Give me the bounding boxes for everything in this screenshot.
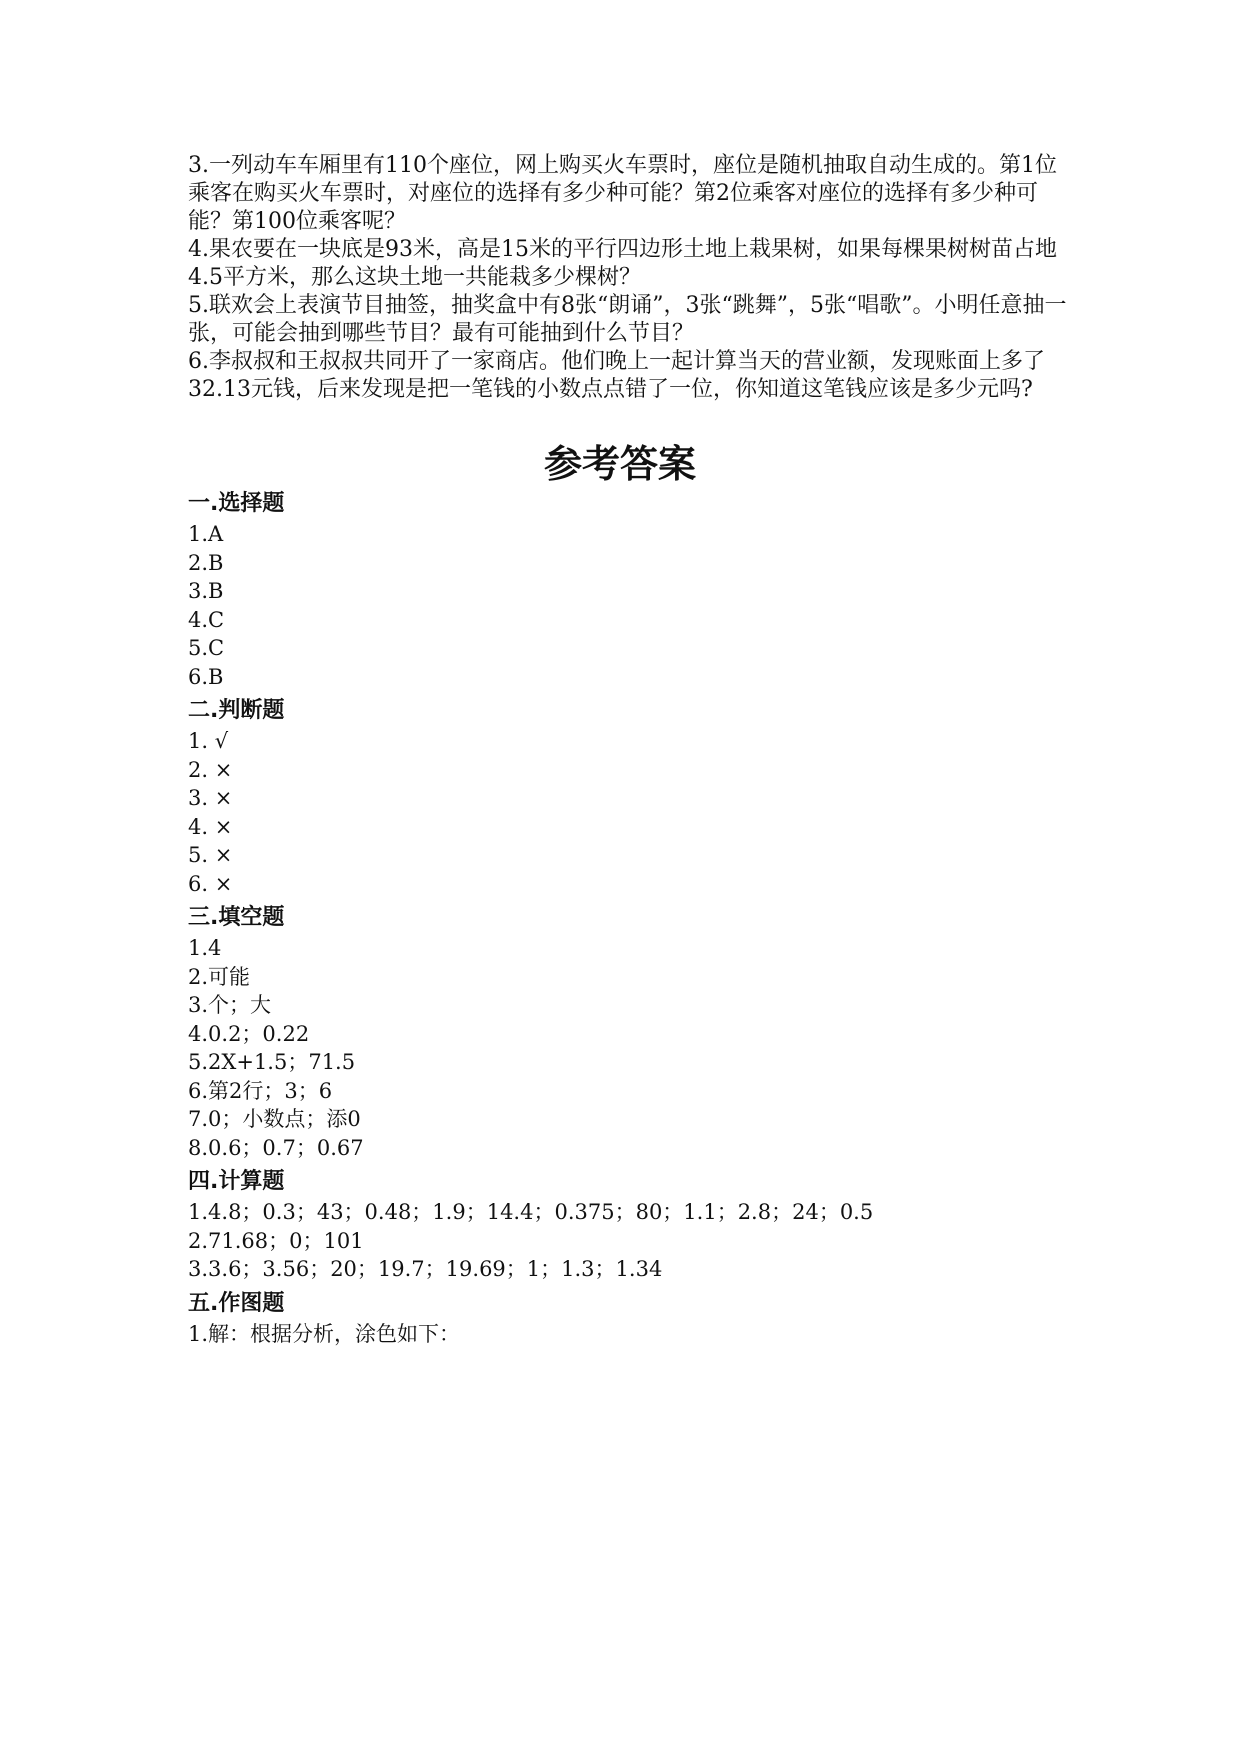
section-title: 二.判断题 xyxy=(188,698,285,723)
question-6: 6.李叔叔和王叔叔共同开了一家商店。他们晚上一起计算当天的营业额，发现账面上多了32.13元钱，后来发现是把一笔钱的小数点点错了一位，你知道这笔钱应该是多少元吗? xyxy=(188,349,1045,402)
section-drawing xyxy=(188,1290,1088,1349)
answer-item: 6.B xyxy=(188,664,224,689)
answer-item: 6.第2行；3；6 xyxy=(188,1078,333,1103)
question-3: 3.一列动车车厢里有110个座位，网上购买火车票时，座位是随机抽取自动生成的。第1位乘客在购买火车票时，对座位的选择有多少种可能？第2位乘客对座位的选择有多少种可能？第100位乘客呢？ xyxy=(188,153,1057,234)
answer-item: 1.解：根据分析，涂色如下： xyxy=(188,1321,461,1346)
answer-item: 1.4.8；0.3；43；0.48；1.9；14.4；0.375；80；1.1；2.8；24；0.5 xyxy=(188,1200,874,1224)
answer-item: 3.B xyxy=(188,579,224,603)
section-title: 一.选择题 xyxy=(188,491,285,516)
section-fill-blank xyxy=(188,904,1088,1162)
answer-item: 3. × xyxy=(188,786,233,810)
section-title: 三.填空题 xyxy=(188,905,285,930)
answer-item: 1.4 xyxy=(188,936,222,960)
section-calculation xyxy=(188,1168,1088,1284)
answer-item: 5.2X+1.5；71.5 xyxy=(188,1050,356,1074)
question-list xyxy=(188,152,1068,404)
answer-item: 7.0；小数点；添0 xyxy=(188,1107,361,1131)
answer-item: 2.71.68；0；101 xyxy=(188,1228,364,1253)
answer-item: 3.3.6；3.56；20；19.7；19.69；1；1.3；1.34 xyxy=(188,1257,663,1281)
answer-item: 2. × xyxy=(188,757,233,782)
answer-item: 4. × xyxy=(188,814,233,839)
answer-item: 1.A xyxy=(188,522,224,546)
answer-item: 5.C xyxy=(188,636,225,660)
answer-key xyxy=(188,490,1088,1354)
section-title: 四.计算题 xyxy=(188,1169,285,1194)
answer-item: 2.可能 xyxy=(188,964,251,989)
answer-item: 2.B xyxy=(188,550,224,575)
answer-item: 3.个；大 xyxy=(188,993,272,1017)
question-4: 4.果农要在一块底是93米，高是15米的平行四边形土地上栽果树，如果每棵果树树苗占地4.5平方米，那么这块土地一共能栽多少棵树？ xyxy=(188,237,1057,290)
answer-item: 4.C xyxy=(188,607,225,632)
answer-item: 8.0.6；0.7；0.67 xyxy=(188,1135,364,1160)
answer-item: 6. × xyxy=(188,871,233,896)
answers-title: 参考答案 xyxy=(543,442,696,486)
answer-item: 5. × xyxy=(188,843,233,867)
answer-item: 4.0.2；0.22 xyxy=(188,1021,310,1046)
section-title: 五.作图题 xyxy=(188,1290,285,1316)
section-true-false xyxy=(188,697,1088,898)
answer-item: 1. √ xyxy=(188,729,229,753)
section-choice xyxy=(188,490,1088,691)
question-5: 5.联欢会上表演节目抽签，抽奖盒中有8张“朗诵”，3张“跳舞”，5张“唱歌”。小明任意抽一张，可能会抽到哪些节目？最有可能抽到什么节目？ xyxy=(188,293,1067,346)
